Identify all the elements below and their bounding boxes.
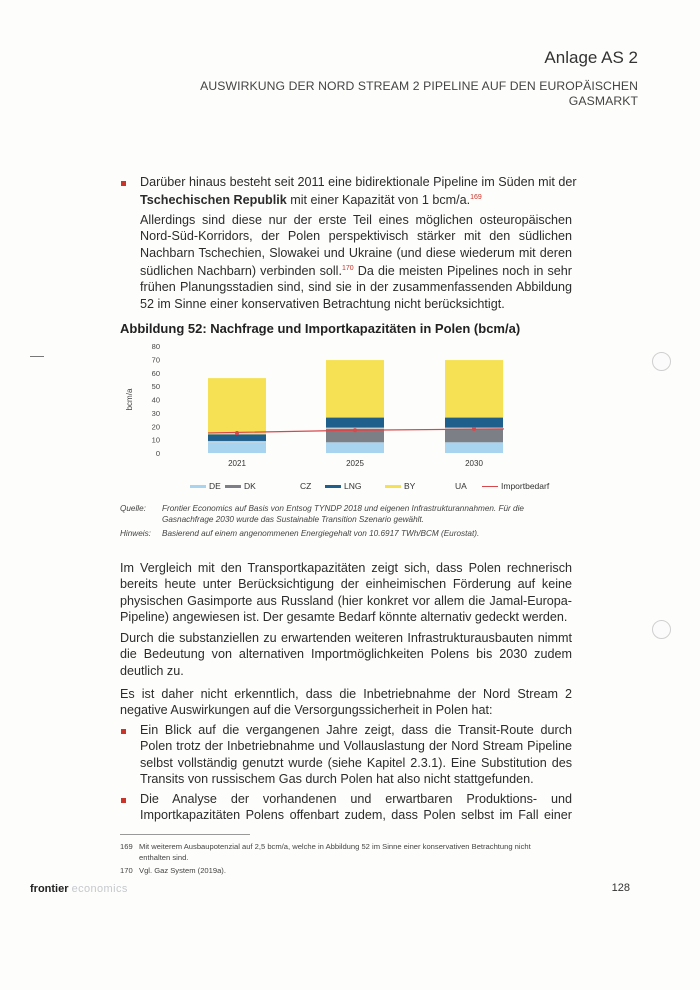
y-tick-label: 0 <box>155 449 160 458</box>
bullet-marker-icon <box>121 798 126 803</box>
bullet-paragraph-czech: Darüber hinaus besteht seit 2011 eine bidirektionale Pipeline im Süden mit der Tschechischen Republik mit einer Kapazität von 1 bcm/a.$^{169}$ <box>140 175 577 208</box>
legend-item-de <box>190 481 221 491</box>
legend-label: DK <box>244 481 256 491</box>
page-header-title: Anlage AS 2 <box>544 48 638 67</box>
x-tick-label: 2030 <box>465 459 483 468</box>
paragraph-conclusion: Es ist daher nicht erkenntlich, dass die Inbetriebnahme der Nord Stream 2 negative Auswirkungen auf die Versorgungssicherheit in Polen hat: <box>120 687 572 718</box>
footnote-ref[interactable]: 169 <box>470 194 482 202</box>
bar-segment-cz <box>208 441 266 442</box>
bullet-paragraph-analysis: Die Analyse der vorhandenen und erwartbaren Produktions- und Importkapazitäten Polens offenbart zudem, dass Polen selbst im Fall einer <box>140 792 572 823</box>
x-tick-label: 2021 <box>228 459 246 468</box>
page-header-subtitle: AUSWIRKUNG DER NORD STREAM 2 PIPELINE AUF DEN EUROPÄISCHEN GASMARKT <box>200 79 638 108</box>
punch-hole-icon <box>652 620 671 639</box>
paragraph-comparison: Im Vergleich mit den Transportkapazitäten zeigt sich, dass Polen rechnerisch bereits heute unter Berücksichtigung der einheimischen Förderung auf keine physischen Gasimporte aus Russland (hier konkret vor allem die Jamal-Europa-Pipeline) angewiesen ist. Der gesamte Bedarf könnte alternativ gedeckt werden. <box>120 561 572 624</box>
footnote-rule <box>120 834 250 835</box>
legend-label: LNG <box>344 481 362 491</box>
legend-swatch <box>325 485 341 488</box>
punch-hole-icon <box>652 352 671 371</box>
legend-swatch <box>385 485 401 488</box>
source-text: Frontier Economics auf Basis von Entsog TYNDP 2018 und eigenen Infrastrukturannahmen. Für die Gasnachfrage 2030 wurde das Sustainable Transition Szenario gewählt. <box>162 504 524 524</box>
page-number: 128 <box>611 882 630 894</box>
brand-logo: frontier economics <box>30 883 128 895</box>
legend-item-cz <box>300 481 311 491</box>
legend-label: Importbedarf <box>501 481 550 491</box>
bar-segment-lng <box>326 418 384 428</box>
bar-segment-lng <box>445 418 503 428</box>
hint-text: Basierend auf einem angenommenen Energiegehalt von 10.6917 TWh/BCM (Eurostat). <box>162 529 480 538</box>
margin-mark <box>30 356 44 357</box>
y-tick-label: 50 <box>151 382 160 392</box>
x-tick-label: 2025 <box>346 459 364 468</box>
bar-segment-de <box>326 442 384 453</box>
y-tick-label: 70 <box>151 355 160 365</box>
chart-legend <box>190 481 570 495</box>
y-tick-label: 10 <box>151 435 160 445</box>
importbedarf-marker <box>472 427 476 431</box>
legend-item-ua <box>455 481 467 491</box>
bar-segment-dk <box>445 429 503 442</box>
bar-segment-by <box>445 360 503 418</box>
footnote-text: Mit weiterem Ausbaupotenzial auf 2,5 bcm/a, welche in Abbildung 52 im Sinne einer konservativen Betrachtung nicht enthalten sind. <box>139 842 531 862</box>
legend-swatch <box>225 485 241 488</box>
legend-item-by <box>385 481 415 491</box>
legend-item-lng <box>325 481 361 491</box>
legend-label: UA <box>455 481 467 491</box>
bullet-marker-icon <box>121 729 126 734</box>
y-tick-label: 60 <box>151 368 160 378</box>
y-axis-label: bcm/a <box>125 388 134 411</box>
bar-segment-de <box>208 442 266 453</box>
bullet-paragraph-transit: Ein Blick auf die vergangenen Jahre zeigt, dass die Transit-Route durch Polen trotz der Inbetriebnahme und Vollauslastung der Nord Stream Pipeline selbst vollständig genutzt wurde (siehe Kapitel 2.3.1). Eine Substitution des Transits von russischem Gas durch Polen hat also nicht stattgefunden. <box>140 723 572 786</box>
importbedarf-marker <box>235 431 239 435</box>
paragraph-infrastructure: Durch die substanziellen zu erwartenden weiteren Infrastrukturausbauten nimmt die Bedeutung von alternativen Importmöglichkeiten Polens bis 2030 zudem deutlich zu. <box>120 631 572 678</box>
footnote-number: 170 <box>120 866 133 875</box>
bar-segment-by <box>326 360 384 418</box>
bold-country: Tschechischen Republik <box>140 193 287 208</box>
y-tick-label: 20 <box>151 422 160 432</box>
y-tick-label: 80 <box>151 342 160 351</box>
legend-label: BY <box>404 481 416 491</box>
y-tick-label: 40 <box>151 395 160 405</box>
footnote-number: 169 <box>120 842 133 851</box>
footnote-text: Vgl. Gaz System (2019a). <box>139 866 226 875</box>
figure-title: Abbildung 52: Nachfrage und Importkapazitäten in Polen (bcm/a) <box>120 321 521 336</box>
bullet-marker-icon <box>121 181 126 186</box>
legend-swatch <box>190 485 206 488</box>
bar-segment-lng <box>208 434 266 441</box>
footnote-ref[interactable]: 170 <box>341 264 354 272</box>
bar-segment-de <box>445 442 503 453</box>
legend-item-importbedarf <box>482 481 549 491</box>
legend-label: DE <box>209 481 221 491</box>
importbedarf-marker <box>353 428 357 432</box>
legend-swatch <box>482 486 498 487</box>
paragraph-corridor: Allerdings sind diese nur der erste Teil eines möglichen osteuropäischen Nord-Süd-Korridors, der Polen perspektivisch stärker mit den südlichen Nachbarn Tschechien, Slowakei und Ukraine (und diese wiederum mit deren südlichen Nachbarn) verbinden soll.$^{170}$ Da die meisten Pipelines noch in sehr frühen Planungsstadien sind, sind sie in der zusammenfassenden Abbildung 52 im Sinne einer konservativen Betrachtung nicht berücksichtigt. <box>140 213 572 311</box>
y-tick-label: 30 <box>151 408 160 418</box>
bar-segment-by <box>208 378 266 434</box>
legend-item-dk <box>225 481 256 491</box>
hint-label: Hinweis: <box>120 529 151 538</box>
source-label: Quelle: <box>120 504 146 513</box>
stacked-bar-chart <box>110 338 580 498</box>
legend-label: CZ <box>300 481 312 491</box>
